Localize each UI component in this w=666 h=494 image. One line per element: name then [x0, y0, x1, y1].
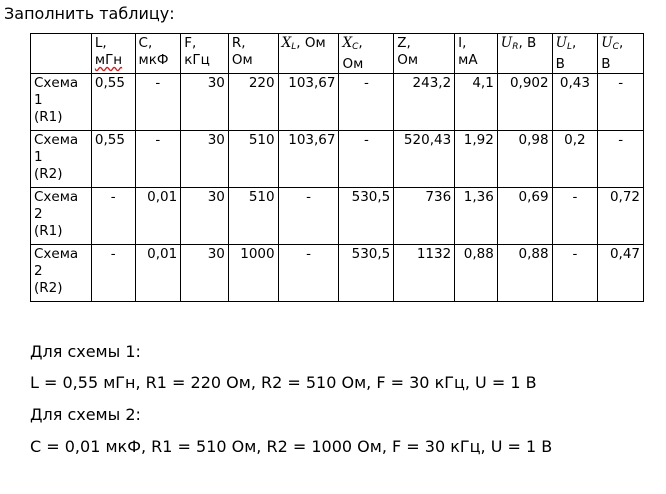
cell-z: 736: [394, 188, 455, 245]
row-label: Схема 1 (R2): [31, 131, 92, 188]
row-label: Схема 2 (R1): [31, 188, 92, 245]
cell-l: -: [91, 245, 135, 302]
cell-l: 0,55: [91, 131, 135, 188]
cell-f: 30: [181, 188, 229, 245]
cell-r: 510: [228, 131, 278, 188]
cell-ur: 0,88: [497, 245, 552, 302]
cell-z: 520,43: [394, 131, 455, 188]
cell-xl: -: [278, 188, 339, 245]
cell-uc: -: [598, 74, 644, 131]
cell-i: 0,88: [455, 245, 498, 302]
cell-i: 1,92: [455, 131, 498, 188]
cell-uc: 0,72: [598, 188, 644, 245]
table-row-scheme1-r1: [31, 74, 644, 131]
cell-ul: -: [552, 245, 598, 302]
cell-xl: 103,67: [278, 74, 339, 131]
cell-c: 0,01: [135, 188, 181, 245]
header-cell-xc: $X_C$, Ом: [339, 34, 394, 74]
cell-r: 220: [228, 74, 278, 131]
cell-uc: -: [598, 131, 644, 188]
cell-xl: 103,67: [278, 131, 339, 188]
row-label: Схема 2 (R2): [31, 245, 92, 302]
header-cell-c: C, мкФ: [135, 34, 181, 74]
cell-z: 243,2: [394, 74, 455, 131]
scheme2-params: C = 0,01 мкФ, R1 = 510 Ом, R2 = 1000 Ом, F = 30 кГц, U = 1 В: [30, 437, 553, 456]
cell-f: 30: [181, 131, 229, 188]
header-cell-f: F, кГц: [181, 34, 229, 74]
cell-r: 1000: [228, 245, 278, 302]
header-cell-empty: [31, 34, 92, 74]
header-cell-xl: $X_L$, Ом: [278, 34, 339, 74]
cell-ur: 0,69: [497, 188, 552, 245]
table-header-row: [31, 34, 644, 74]
table-row-scheme2-r1: [31, 188, 644, 245]
cell-f: 30: [181, 245, 229, 302]
cell-l: -: [91, 188, 135, 245]
cell-r: 510: [228, 188, 278, 245]
header-cell-uc: $U_C$, В: [598, 34, 644, 74]
header-cell-l: L, мГн: [91, 34, 135, 74]
cell-ul: 0,2: [552, 131, 598, 188]
cell-ul: 0,43: [552, 74, 598, 131]
cell-c: -: [135, 131, 181, 188]
cell-xc: -: [339, 131, 394, 188]
cell-z: 1132: [394, 245, 455, 302]
header-cell-i: I, мА: [455, 34, 498, 74]
header-cell-ur: $U_R$, В: [497, 34, 552, 74]
scheme2-title: Для схемы 2:: [30, 405, 141, 424]
header-cell-z: Z, Ом: [394, 34, 455, 74]
cell-ur: 0,902: [497, 74, 552, 131]
cell-c: -: [135, 74, 181, 131]
cell-i: 4,1: [455, 74, 498, 131]
cell-xc: 530,5: [339, 245, 394, 302]
cell-f: 30: [181, 74, 229, 131]
cell-ur: 0,98: [497, 131, 552, 188]
table-row-scheme2-r2: [31, 245, 644, 302]
row-label: Схема 1 (R1): [31, 74, 92, 131]
cell-ul: -: [552, 188, 598, 245]
page-heading: Заполнить таблицу:: [4, 4, 175, 23]
results-table: [30, 33, 644, 302]
header-cell-ul: $U_L$, В: [552, 34, 598, 74]
scheme1-title: Для схемы 1:: [30, 342, 141, 361]
cell-xc: 530,5: [339, 188, 394, 245]
header-cell-r: R, Ом: [228, 34, 278, 74]
cell-xl: -: [278, 245, 339, 302]
table-row-scheme1-r2: [31, 131, 644, 188]
scheme1-params: L = 0,55 мГн, R1 = 220 Ом, R2 = 510 Ом, F = 30 кГц, U = 1 В: [30, 373, 537, 392]
cell-c: 0,01: [135, 245, 181, 302]
cell-uc: 0,47: [598, 245, 644, 302]
cell-i: 1,36: [455, 188, 498, 245]
cell-l: 0,55: [91, 74, 135, 131]
cell-xc: -: [339, 74, 394, 131]
